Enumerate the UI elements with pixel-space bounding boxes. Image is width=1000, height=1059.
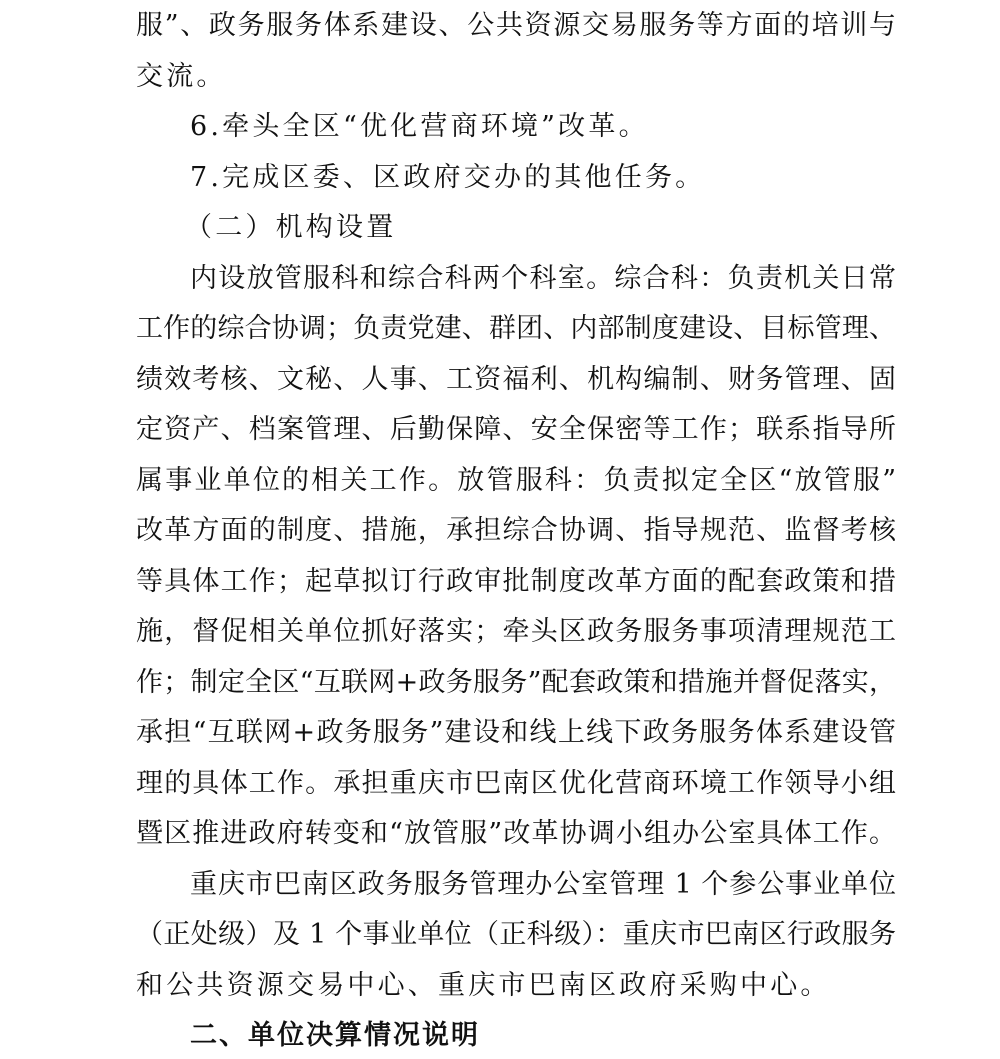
paragraph-line-exchange-end: 交流。 (136, 61, 227, 92)
section-heading: 二、单位决算情况说明 (190, 1020, 480, 1051)
paragraph-line: 绩效考核、文秘、人事、工资福利、机构编制、财务管理、固 (136, 364, 896, 395)
paragraph-line: 暨区推进政府转变和“放管服”改革协调小组办公室具体工作。 (136, 818, 896, 849)
paragraph-line: （正处级）及 1 个事业单位（正科级）：重庆市巴南区行政服务 (136, 919, 896, 950)
paragraph-line: 重庆市巴南区政务服务管理办公室管理 1 个参公事业单位 (190, 869, 896, 900)
paragraph-line: 作；制定全区“互联网+政务服务”配套政策和措施并督促落实， (136, 667, 896, 698)
paragraph-line: 和公共资源交易中心、重庆市巴南区政府采购中心。 (136, 970, 831, 1001)
paragraph-line: 工作的综合协调；负责党建、群团、内部制度建设、目标管理、 (136, 313, 896, 344)
paragraph-line: 承担“互联网+政务服务”建设和线上线下政务服务体系建设管 (136, 717, 896, 748)
paragraph-line: 等具体工作；起草拟订行政审批制度改革方面的配套政策和措 (136, 566, 896, 597)
paragraph-line: 内设放管服科和综合科两个科室。综合科：负责机关日常 (190, 263, 896, 294)
paragraph-line-training-exchange: 服”、政务服务体系建设、公共资源交易服务等方面的培训与 (136, 10, 896, 41)
subsection-heading: （二）机构设置 (185, 212, 397, 243)
list-item-6: 6.牵头全区“优化营商环境”改革。 (190, 111, 649, 142)
paragraph-line: 属事业单位的相关工作。放管服科：负责拟定全区“放管服” (136, 465, 896, 496)
paragraph-line: 理的具体工作。承担重庆市巴南区优化营商环境工作领导小组 (136, 768, 896, 799)
paragraph-line: 施，督促相关单位抓好落实；牵头区政务服务事项清理规范工 (136, 616, 896, 647)
paragraph-line: 定资产、档案管理、后勤保障、安全保密等工作；联系指导所 (136, 414, 896, 445)
paragraph-line: 改革方面的制度、措施，承担综合协调、指导规范、监督考核 (136, 515, 896, 546)
list-item-7: 7.完成区委、区政府交办的其他任务。 (190, 162, 706, 193)
